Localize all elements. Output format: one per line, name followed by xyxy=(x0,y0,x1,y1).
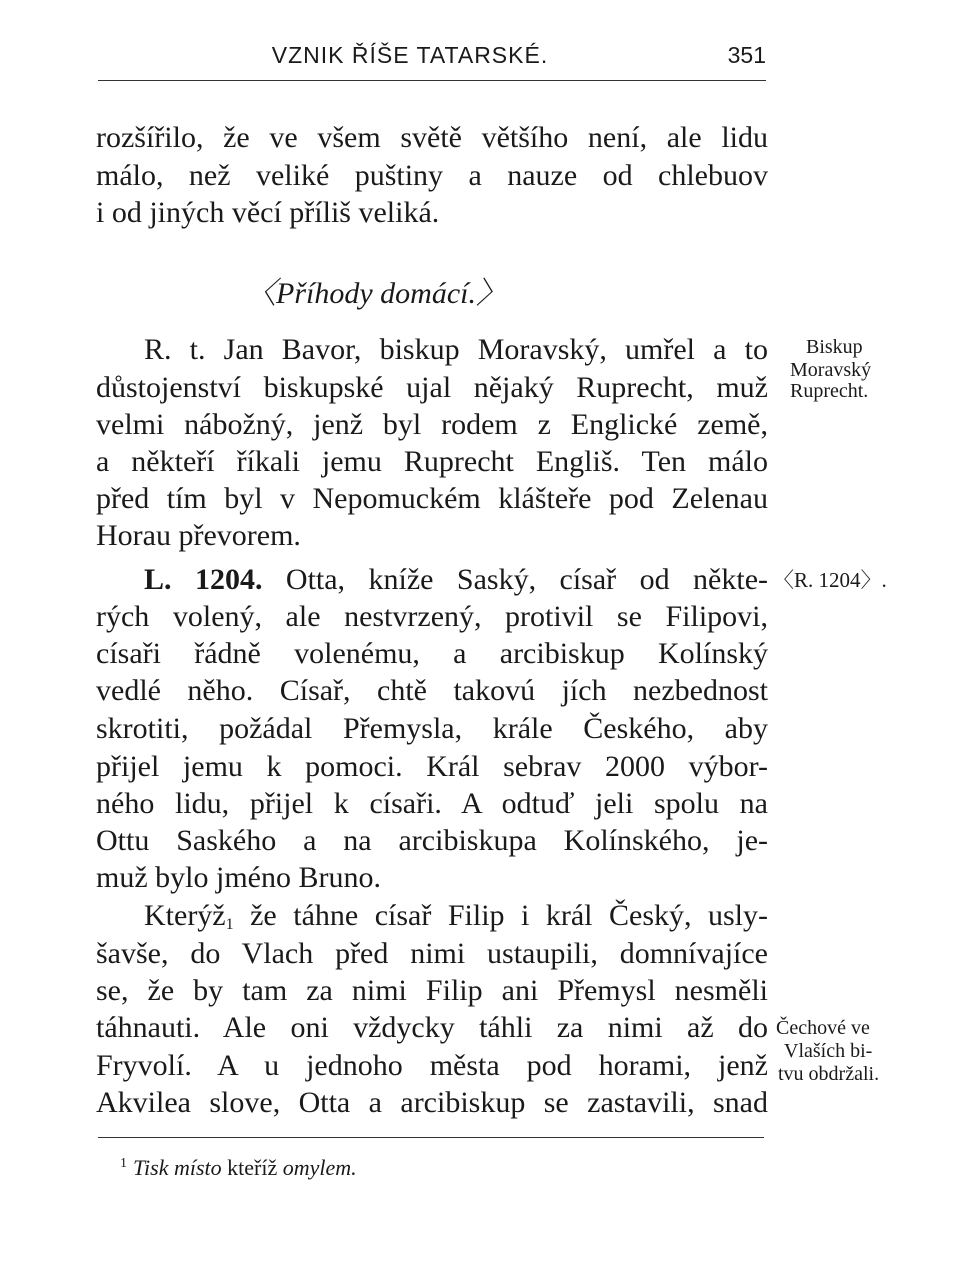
section-subheading: 〈Příhody domácí.〉 xyxy=(246,277,506,310)
text-line: rozšířilo, že ve všem světě většího není, ale lidu xyxy=(96,121,768,154)
margin-note-line: Ruprecht. xyxy=(790,380,869,402)
text-line: Akvilea slove, Otta a arcibiskup se zastavili, snad xyxy=(96,1086,768,1119)
text-line: vedlé něho. Císař, chtě takovú jích nezbednost xyxy=(96,674,768,707)
text-line: se, že by tam za nimi Filip ani Přemysl nesměli xyxy=(96,974,768,1007)
footnote-rule xyxy=(98,1137,764,1138)
text-line: císaři řádně volenému, a arcibiskup Kolínský xyxy=(96,637,768,670)
text-line: Fryvolí. A u jednoho města pod horami, jenž xyxy=(96,1049,768,1082)
footnote: $^1$ Tisk místo kteříž omylem. xyxy=(120,1155,357,1180)
margin-note-year: 〈R. 1204〉. xyxy=(773,568,887,592)
text-line: důstojenství biskupské ujal nějaký Ruprecht, muž xyxy=(96,371,768,404)
record-ref: R. t. xyxy=(144,333,206,366)
text-line: přijel jemu k pomoci. Král sebrav 2000 výbor- xyxy=(96,750,768,783)
text-line: velmi nábožný, jenž byl rodem z Englické země, xyxy=(96,408,768,441)
margin-note-line: tvu obdržali. xyxy=(778,1063,880,1085)
footnote-ref: 1 xyxy=(225,916,234,933)
text-line: šavše, do Vlach před nimi ustaupili, domnívajíce xyxy=(96,937,768,970)
text-line: málo, než veliké puštiny a nauze od chlebuov xyxy=(96,159,768,192)
margin-note-line: Čechové ve xyxy=(776,1017,870,1039)
margin-note-line: Vlaších bi- xyxy=(784,1040,873,1062)
text-line: táhnauti. Ale oni vždycky táhli za nimi až do xyxy=(96,1011,768,1044)
year-label: L. 1204. xyxy=(144,563,263,596)
margin-note-line: Moravský xyxy=(790,359,872,381)
text-line: a někteří říkali jemu Ruprecht Engliš. Ten málo xyxy=(96,445,768,478)
text-line: i od jiných věcí příliš veliká. xyxy=(96,196,440,229)
text-line: R. t. Jan Bavor, biskup Moravský, umřel a to xyxy=(144,333,768,366)
text-line: před tím byl v Nepomuckém klášteře pod Zelenau xyxy=(96,482,768,515)
header-rule xyxy=(98,80,766,81)
text-line: Kterýž$_1$ že táhne císař Filip i král Český, usly- xyxy=(144,899,768,933)
text-line: L. 1204. Otta, kníže Saský, císař od někte- xyxy=(144,563,768,596)
text-line: Ottu Saského a na arcibiskupa Kolínského, je- xyxy=(96,824,768,857)
footnote-marker: 1 xyxy=(120,1156,127,1171)
text-line: Horau převorem. xyxy=(96,519,301,552)
text-line: ného lidu, přijel k císaři. A odtuď jeli spolu na xyxy=(96,787,768,820)
text-line: skrotiti, požádal Přemysla, krále Českého, aby xyxy=(96,712,768,745)
text-line: muž bylo jméno Bruno. xyxy=(96,861,381,894)
running-title: VZNIK ŘÍŠE TATARSKÉ. xyxy=(271,42,549,68)
margin-note-line: Biskup xyxy=(806,336,863,358)
page-number: 351 xyxy=(727,42,766,68)
text-line: rých volený, ale nestvrzený, protivil se Filipovi, xyxy=(96,600,768,633)
